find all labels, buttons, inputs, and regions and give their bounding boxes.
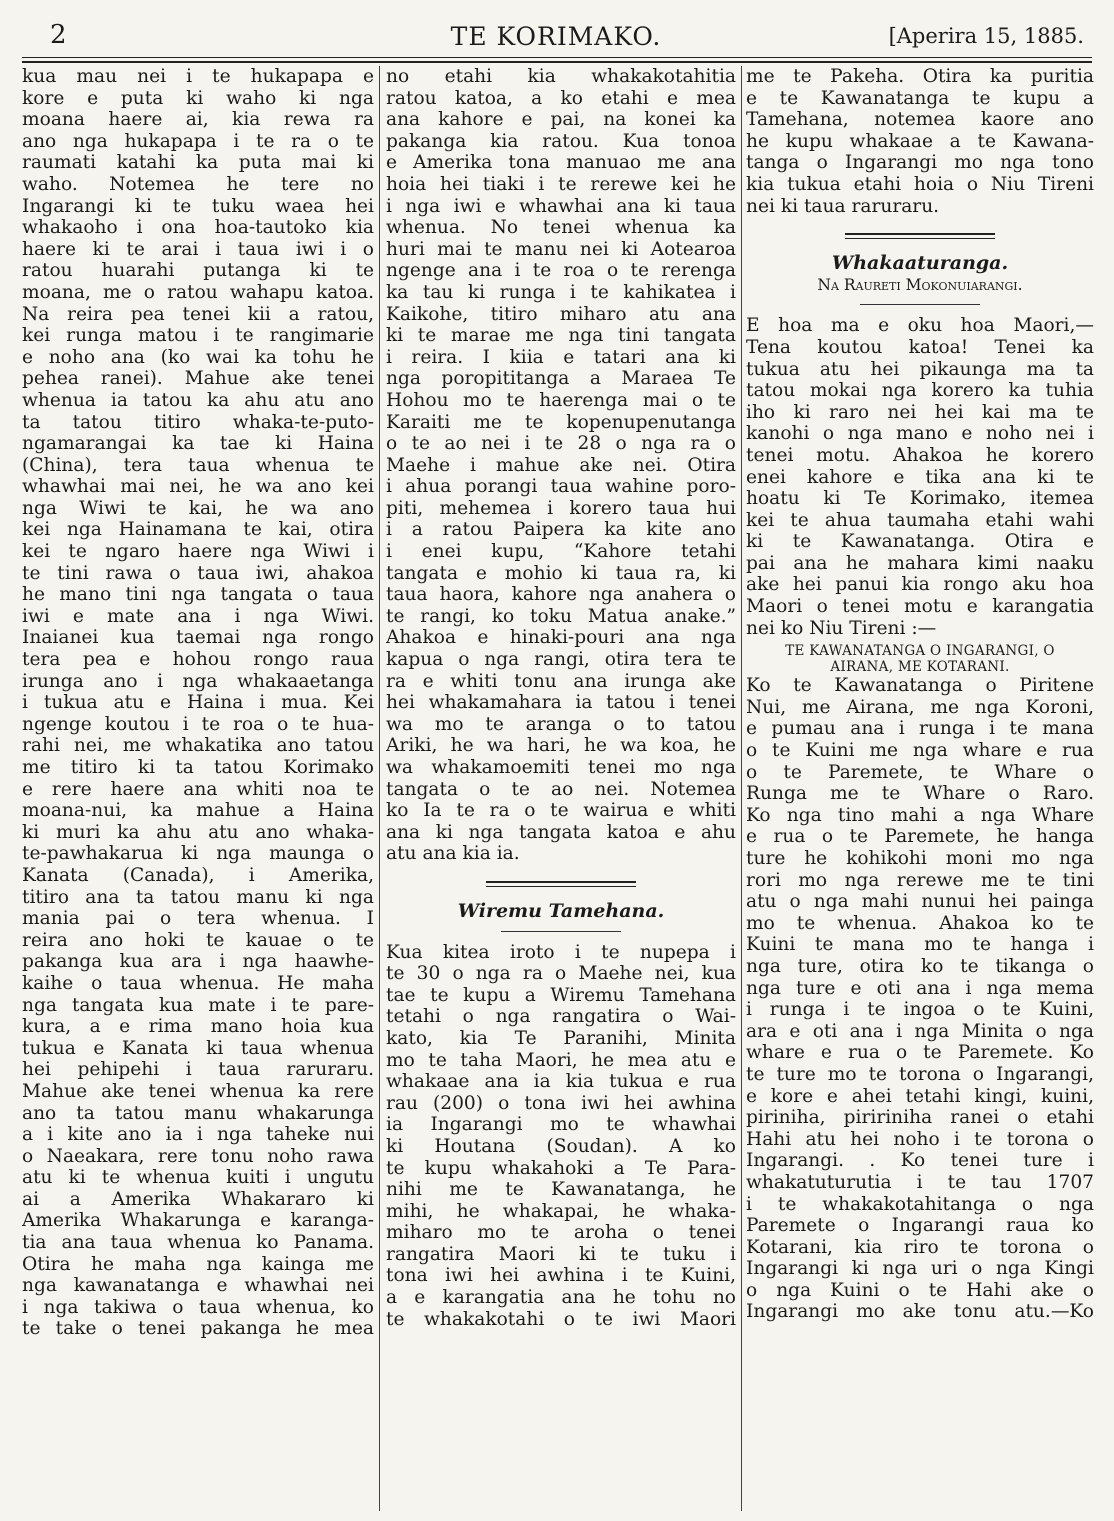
text-line: ake hei panui kia rongo aku hoa bbox=[746, 574, 1094, 596]
text-line: Inaianei kua taemai nga rongo bbox=[22, 627, 374, 649]
text-line: rori mo nga rerewe me te tini bbox=[746, 869, 1094, 891]
text-line: e te Kawanatanga te kupu a bbox=[746, 87, 1094, 109]
text-line: ia Ingarangi mo te whawhai bbox=[386, 1114, 736, 1136]
text-line: tera pea e hohou rongo raua bbox=[22, 649, 374, 671]
text-line: Nui, me Airana, me nga Koroni, bbox=[746, 696, 1094, 718]
page-number: 2 bbox=[50, 20, 67, 50]
masthead-title: TE KORIMAKO. bbox=[450, 22, 662, 51]
text-line: Otira he maha nga kainga me bbox=[22, 1253, 374, 1275]
text-line: atu ana kia ia. bbox=[386, 843, 520, 865]
text-line: nga kawanatanga e whawhai nei bbox=[22, 1275, 374, 1297]
text-line: rahi nei, me whakatika ano tatou bbox=[22, 735, 374, 757]
text-line: Kua kitea iroto i te nupepa i bbox=[386, 941, 736, 963]
text-line: iwi e mate ana i nga Wiwi. bbox=[22, 605, 374, 627]
text-line: Tena koutou katoa! Tenei ka bbox=[746, 336, 1094, 358]
text-line: no etahi kia whakakotahitia bbox=[386, 66, 736, 87]
text-line: ara e oti ana i nga Minita o nga bbox=[746, 1020, 1094, 1042]
text-line: a i kite ano ia i nga taheke nui bbox=[22, 1124, 374, 1146]
text-line: whare e rua o te Paremete. Ko bbox=[746, 1042, 1094, 1064]
text-line: Mahue ake tenei whenua ka rere bbox=[22, 1080, 374, 1102]
text-line: o te Kuini me nga whare e rua bbox=[746, 740, 1094, 762]
text-line: pakanga kia ratou. Kua tonoa bbox=[386, 130, 736, 152]
text-line: he mano tini nga tangata o taua bbox=[22, 584, 374, 606]
text-line: ai a Amerika Whakararo ki bbox=[22, 1188, 374, 1210]
text-line: Amerika Whakarunga e karanga- bbox=[22, 1210, 374, 1232]
text-line: ratou huarahi putanga ki te bbox=[22, 260, 374, 282]
text-line: ana ki nga tangata katoa e ahu bbox=[386, 821, 736, 843]
subheading-line-2: AIRANA, ME KOTARANI. bbox=[830, 659, 1010, 676]
text-line: pehea ranei). Mahue ake tenei bbox=[22, 368, 374, 390]
text-line: Ingarangi mo ake tonu atu.—Ko bbox=[746, 1301, 1094, 1323]
text-line: Karaiti me te kopenupenutanga bbox=[386, 411, 736, 433]
text-line: te 30 o nga ra o Maehe nei, kua bbox=[386, 963, 736, 985]
text-line: tukua e Kanata ki taua whenua bbox=[22, 1037, 374, 1059]
text-line: ka tau ki runga i te kahikatea i bbox=[386, 281, 736, 303]
text-line: mo te whenua. Ahakoa ko te bbox=[746, 912, 1094, 934]
text-line: e rere haere ana whiti noa te bbox=[22, 778, 374, 800]
text-line: mania pai o tera whenua. I bbox=[22, 908, 374, 930]
text-line: kato, kia Te Paranihi, Minita bbox=[386, 1027, 736, 1049]
text-line: moana haere ai, kia rewa ra bbox=[22, 109, 374, 131]
text-line: kei runga matou i te rangimarie bbox=[22, 325, 374, 347]
text-line: rangatira Maori ki te tuku i bbox=[386, 1243, 736, 1265]
text-line: Paremete o Ingarangi raua ko bbox=[746, 1215, 1094, 1237]
text-line: i nga takiwa o taua whenua, ko bbox=[22, 1296, 374, 1318]
text-line: Ariki, he wa hari, he wa koa, he bbox=[386, 735, 736, 757]
text-line: e Amerika tona manuao me ana bbox=[386, 152, 736, 174]
article-byline: Na Raureti Mokonuiarangi. bbox=[817, 275, 1023, 294]
column-2 bbox=[386, 66, 736, 1511]
text-line: Hohou mo te haerenga mai o te bbox=[386, 389, 736, 411]
text-line: piriniha, piririniha ranei o etahi bbox=[746, 1107, 1094, 1129]
text-line: Kanata (Canada), i Amerika, bbox=[22, 864, 374, 886]
text-line: E hoa ma e oku hoa Maori,— bbox=[746, 315, 1094, 337]
text-line: Hahi atu hei noho i te torona o bbox=[746, 1128, 1094, 1150]
article-wiremu-tamehana-body bbox=[386, 942, 736, 1331]
text-line: i a ratou Paipera ka kite ano bbox=[386, 519, 736, 541]
text-line: ano nga hukapapa i te ra o te bbox=[22, 130, 374, 152]
text-line: he kupu whakaae a te Kawana- bbox=[746, 130, 1094, 152]
text-line: ki te marae me nga tini tangata bbox=[386, 325, 736, 347]
text-line: Kaikohe, titiro miharo atu ana bbox=[386, 303, 736, 325]
text-line: waho. Notemea he tere no bbox=[22, 173, 374, 195]
text-line: miharo mo te aroha o tenei bbox=[386, 1222, 736, 1244]
text-line: moana, me o ratou wahapu katoa. bbox=[22, 281, 374, 303]
text-line: moana-nui, ka mahue a Haina bbox=[22, 800, 374, 822]
text-line: atu ki te whenua kuiti i ungutu bbox=[22, 1167, 374, 1189]
text-line: Ingarangi ki te tuku waea hei bbox=[22, 195, 374, 217]
text-line: whenua ia tatou ka ahu atu ano bbox=[22, 389, 374, 411]
text-line: e kore e ahei tetahi kingi, kuini, bbox=[746, 1085, 1094, 1107]
text-line: nga tangata kua mate i te pare- bbox=[22, 994, 374, 1016]
text-line: iho ki raro nei hei kai ma te bbox=[746, 401, 1094, 423]
text-line: ta tatou titiro whaka-te-puto- bbox=[22, 411, 374, 433]
text-line: kei nga Hainamana te kai, otira bbox=[22, 519, 374, 541]
column-divider bbox=[379, 66, 380, 1511]
text-line: nga ture e oti ana i nga mema bbox=[746, 977, 1094, 999]
text-line: rau (200) o tona iwi hei awhina bbox=[386, 1092, 736, 1114]
text-line: reira ano hoki te kauae o te bbox=[22, 929, 374, 951]
text-line: Ko te Kawanatanga o Piritene bbox=[746, 675, 1094, 697]
page-header bbox=[22, 14, 1090, 58]
text-line: i enei kupu, “Kahore tetahi bbox=[386, 541, 736, 563]
text-line: haere ki te arai i taua iwi i o bbox=[22, 238, 374, 260]
title-rule bbox=[501, 931, 621, 932]
text-line: huri mai te manu nei ki Aotearoa bbox=[386, 238, 736, 260]
text-line: Na reira pea tenei kii a ratou, bbox=[22, 303, 374, 325]
text-line: tatou mokai nga korero ka tuhia bbox=[746, 380, 1094, 402]
text-line: te-pawhakarua ki nga maunga o bbox=[22, 843, 374, 865]
text-line: whenua. No tenei whenua ka bbox=[386, 217, 736, 239]
text-line: i te whakakotahitanga o nga bbox=[746, 1193, 1094, 1215]
text-line: tia ana taua whenua ko Panama. bbox=[22, 1232, 374, 1254]
text-line: raumati katahi ka puta mai ki bbox=[22, 152, 374, 174]
text-line: atu o nga mahi nunui hei painga bbox=[746, 891, 1094, 913]
text-line: ratou katoa, a ko etahi e mea bbox=[386, 87, 736, 109]
issue-date: [Aperira 15, 1885. bbox=[888, 24, 1084, 48]
text-line: a e karangatia ana he tohu no bbox=[386, 1287, 736, 1309]
article-separator bbox=[486, 881, 636, 887]
text-line: i runga i te ingoa o te Kuini, bbox=[746, 999, 1094, 1021]
text-line: pakanga kua ara i nga haawhe- bbox=[22, 951, 374, 973]
text-line: Maehe i mahue ake nei. Otira bbox=[386, 454, 736, 476]
text-line: Ahakoa e hinaki-pouri ana nga bbox=[386, 627, 736, 649]
text-line: e noho ana (ko wai ka tohu he bbox=[22, 346, 374, 368]
text-line: tona iwi hei awhina i te Kuini, bbox=[386, 1265, 736, 1287]
text-line: hei whakamahara ia tatou i tenei bbox=[386, 692, 736, 714]
text-line: kapua o nga rangi, otira tera te bbox=[386, 649, 736, 671]
text-line: tae te kupu a Wiremu Tamehana bbox=[386, 984, 736, 1006]
article-separator bbox=[845, 233, 995, 239]
text-line: Maori o tenei motu e karangatia bbox=[746, 596, 1094, 618]
text-line: te rangi, ko toku Matua anake.” bbox=[386, 605, 736, 627]
text-line: Tamehana, notemea kaore ano bbox=[746, 109, 1094, 131]
text-line: Kuini te mana mo te hanga i bbox=[746, 934, 1094, 956]
text-line: wa whakamoemiti tenei mo nga bbox=[386, 757, 736, 778]
text-line: irunga ano i nga whakaaetanga bbox=[22, 670, 374, 692]
text-line: tenei motu. Ahakoa he korero bbox=[746, 444, 1094, 466]
text-line: mo te taha Maori, he mea atu e bbox=[386, 1049, 736, 1071]
text-line: i nga iwi e whawhai ana ki taua bbox=[386, 195, 736, 217]
text-line: whakaae ana ia kia tukua e rua bbox=[386, 1071, 736, 1093]
text-line: o te ao nei i te 28 o nga ra o bbox=[386, 433, 736, 455]
text-line: Ko nga tino mahi a nga Whare bbox=[746, 804, 1094, 826]
text-line: ko Ia te ra o te wairua e whiti bbox=[386, 800, 736, 822]
text-line: kua mau nei i te hukapapa e bbox=[22, 66, 374, 87]
text-line: nga Wiwi te kai, he wa ano bbox=[22, 497, 374, 519]
text-line: enei kahore e tika ana ki te bbox=[746, 466, 1094, 488]
text-line: hoatu ki Te Korimako, itemea bbox=[746, 488, 1094, 510]
text-line: ture he kohikohi moni mo nga bbox=[746, 848, 1094, 869]
text-line: kanohi o nga mano e noho nei i bbox=[746, 423, 1094, 445]
text-line: o Naeakara, rere tonu noho rawa bbox=[22, 1145, 374, 1167]
text-line: te ture mo te torona o Ingarangi, bbox=[746, 1063, 1094, 1085]
column-3-article-end bbox=[746, 66, 1094, 217]
text-line: ngenge ana i te roa o te rerenga bbox=[386, 260, 736, 282]
text-line: ki Houtana (Soudan). A ko bbox=[386, 1135, 736, 1157]
text-line: titiro ana ta tatou manu ki nga bbox=[22, 886, 374, 908]
text-line: kei te ahua taumaha etahi wahi bbox=[746, 509, 1094, 531]
column-2-article-continued bbox=[386, 66, 736, 865]
text-line: ki muri ka ahu atu ano whaka- bbox=[22, 821, 374, 843]
article-title-wiremu-tamehana: Wiremu Tamehana. bbox=[457, 899, 665, 922]
article-whakaaturanga-body-continued bbox=[746, 675, 1094, 1323]
text-line: (China), tera taua whenua te bbox=[22, 454, 374, 476]
text-line: ki te Kawanatanga. Otira e bbox=[746, 531, 1094, 553]
text-line: ano ta tatou manu whakarunga bbox=[22, 1102, 374, 1124]
text-line: o nga Kuini o te Hahi ake o bbox=[746, 1279, 1094, 1301]
text-line: te take o tenei pakanga he mea bbox=[22, 1318, 374, 1340]
text-line: kei te ngaro haere nga Wiwi i bbox=[22, 541, 374, 563]
text-line: te tini rawa o taua iwi, ahakoa bbox=[22, 562, 374, 584]
text-line: whawhai mai nei, he wa ano kei bbox=[22, 476, 374, 498]
text-line: whakaoho i ona hoa-tautoko kia bbox=[22, 217, 374, 239]
text-line: nei ki taua raruraru. bbox=[746, 195, 940, 217]
article-whakaaturanga-body bbox=[746, 315, 1094, 639]
text-line: tetahi o nga rangatira o Wai- bbox=[386, 1006, 736, 1028]
text-line: Ingarangi. . Ko tenei ture i bbox=[746, 1150, 1094, 1172]
text-line: i reira. I kiia e tatari ana ki bbox=[386, 346, 736, 368]
byline-rule bbox=[860, 304, 980, 305]
header-rule bbox=[22, 57, 1092, 58]
text-line: ana kahore e pai, na konei ka bbox=[386, 109, 736, 131]
text-line: kura, a e rima mano hoia kua bbox=[22, 1016, 374, 1038]
text-line: me titiro ki ta tatou Korimako bbox=[22, 757, 374, 778]
header-rule-thick bbox=[22, 61, 1092, 63]
text-line: Ingarangi ki nga uri o nga Kingi bbox=[746, 1258, 1094, 1280]
text-line: ngenge koutou i te roa o te hua- bbox=[22, 713, 374, 735]
text-line: kore e puta ki waho ki nga bbox=[22, 87, 374, 109]
text-line: tangata e mohio ki taua ra, ki bbox=[386, 562, 736, 584]
text-line: mihi, he whakapai, he whaka- bbox=[386, 1200, 736, 1222]
text-line: e rua o te Paremete, he hanga bbox=[746, 826, 1094, 848]
text-line: pai ana he mahara kimi naaku bbox=[746, 552, 1094, 574]
text-line: me te Pakeha. Otira ka puritia bbox=[746, 66, 1094, 87]
text-line: ra e whiti tonu ana irunga ake bbox=[386, 670, 736, 692]
text-line: nga ture, otira ko te tikanga o bbox=[746, 955, 1094, 977]
text-line: wa mo te aranga o to tatou bbox=[386, 713, 736, 735]
text-line: nei ko Niu Tireni :— bbox=[746, 617, 937, 639]
text-line: kaihe o taua whenua. He maha bbox=[22, 972, 374, 994]
text-line: kia tukua etahi hoia o Niu Tireni bbox=[746, 173, 1094, 195]
text-line: i tukua atu e Haina i mua. Kei bbox=[22, 692, 374, 714]
text-line: hei pehipehi i taua raruraru. bbox=[22, 1059, 374, 1081]
text-line: e pumau ana i runga i te mana bbox=[746, 718, 1094, 740]
text-line: hoia hei tiaki i te rerewe kei he bbox=[386, 173, 736, 195]
text-line: te whakakotahi o te iwi Maori bbox=[386, 1308, 736, 1330]
column-3 bbox=[746, 66, 1094, 1511]
text-line: taua haora, kahore nga anahera o bbox=[386, 584, 736, 606]
text-line: nihi me te Kawanatanga, he bbox=[386, 1179, 736, 1201]
text-line: nga poropititanga a Maraea Te bbox=[386, 368, 736, 390]
subheading-line-1: TE KAWANATANGA O INGARANGI, O bbox=[785, 643, 1055, 660]
text-line: tanga o Ingarangi mo nga tono bbox=[746, 152, 1094, 174]
text-line: ngamarangai ka tae ki Haina bbox=[22, 433, 374, 455]
text-line: tukua atu hei pikaunga ma ta bbox=[746, 358, 1094, 380]
column-1-text bbox=[22, 66, 374, 1340]
text-line: piti, mehemea i korero taua hui bbox=[386, 497, 736, 519]
text-line: Runga me te Whare o Raro. bbox=[746, 783, 1094, 805]
text-line: te kupu whakahoki a Te Para- bbox=[386, 1157, 736, 1179]
text-line: i ahua porangi taua wahine poro- bbox=[386, 476, 736, 498]
column-1 bbox=[22, 66, 374, 1511]
text-line: whakatuturutia i te tau 1707 bbox=[746, 1171, 1094, 1193]
text-line: o te Paremete, te Whare o bbox=[746, 761, 1094, 783]
article-title-whakaaturanga: Whakaaturanga. bbox=[831, 252, 1009, 275]
column-divider bbox=[741, 66, 742, 1511]
text-line: tangata o te ao nei. Notemea bbox=[386, 778, 736, 800]
text-line: Kotarani, kia riro te torona o bbox=[746, 1236, 1094, 1258]
